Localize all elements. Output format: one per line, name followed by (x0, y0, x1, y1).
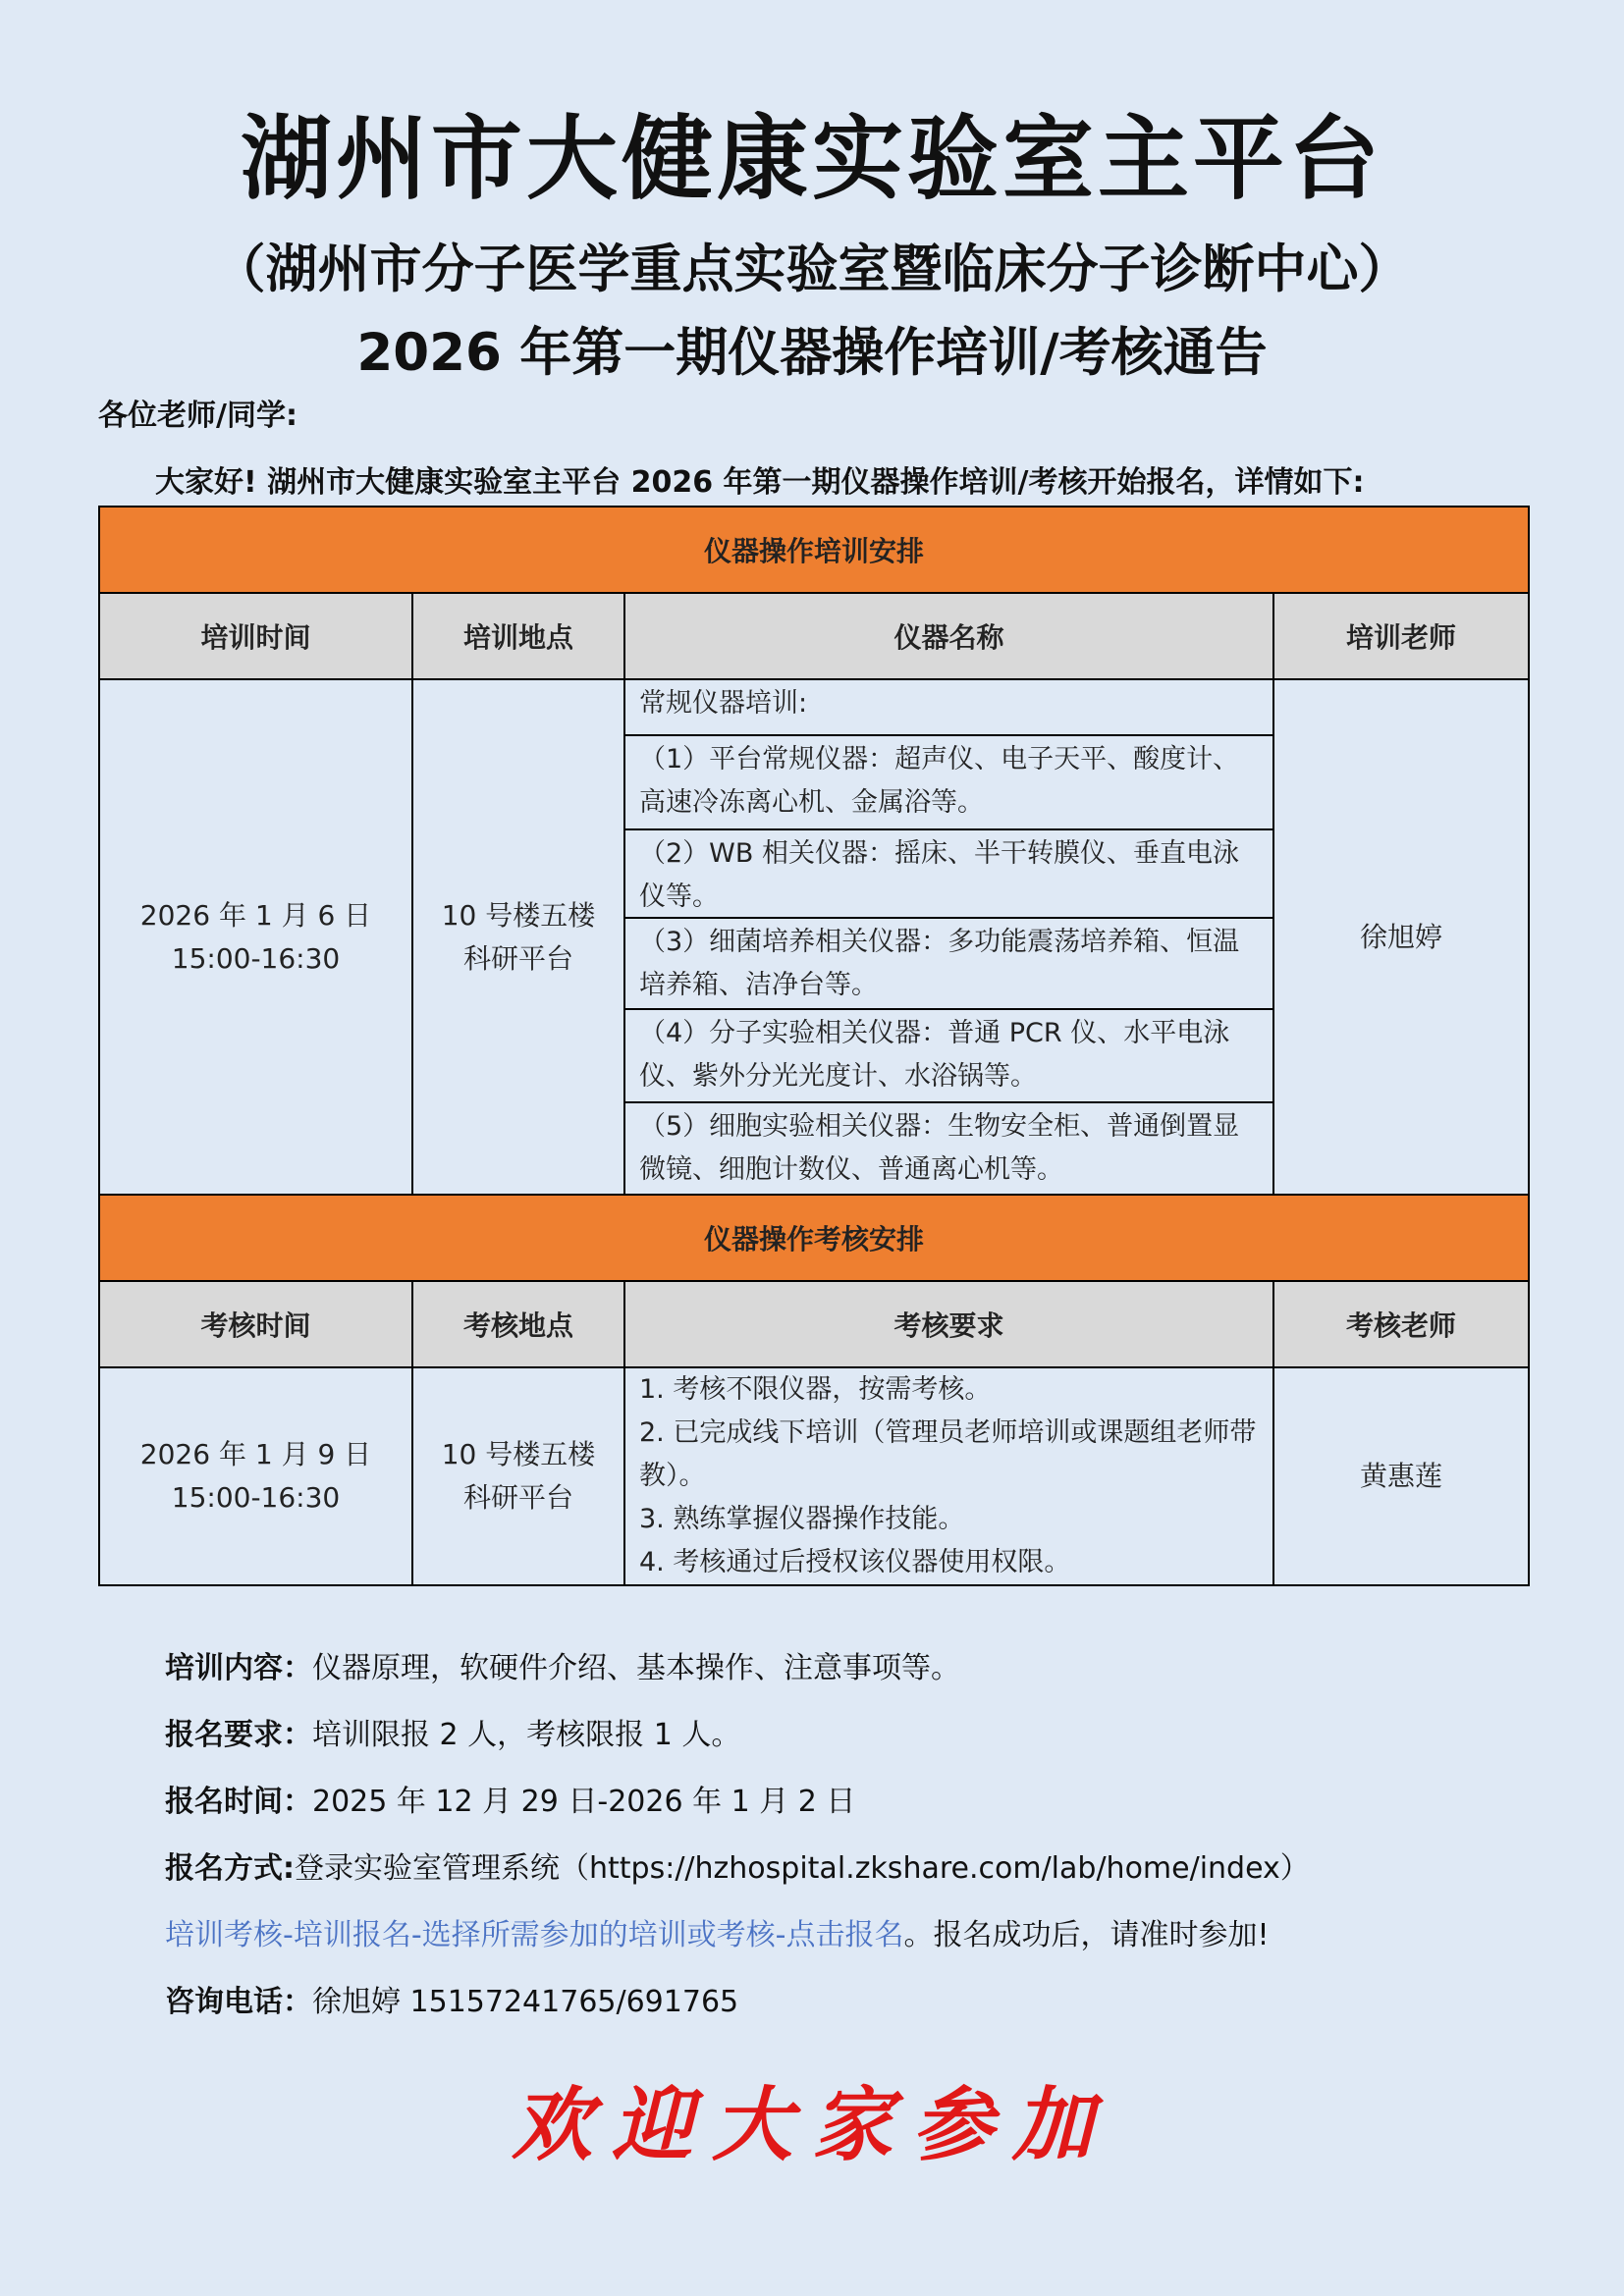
device-group-3: （3）细菌培养相关仪器：多功能震荡培养箱、恒温培养箱、洁净台等。 (625, 919, 1272, 1010)
device-list-heading: 常规仪器培训: (625, 680, 1272, 736)
training-teacher: 徐旭婷 (1273, 679, 1529, 1195)
device-group-2: （2）WB 相关仪器：摇床、半干转膜仪、垂直电泳仪等。 (625, 830, 1272, 919)
main-title: 湖州市大健康实验室主平台 (241, 106, 1383, 212)
header-exam-time: 考核时间 (99, 1281, 412, 1367)
header-exam-requirements: 考核要求 (624, 1281, 1273, 1367)
training-date: 2026 年 1 月 6 日 (139, 898, 372, 932)
info-label: 报名要求： (165, 1718, 312, 1752)
header-training-location: 培训地点 (412, 593, 624, 679)
exam-requirement-item: 4. 考核通过后授权该仪器使用权限。 (639, 1547, 1071, 1577)
header-exam-location: 考核地点 (412, 1281, 624, 1367)
info-label: 咨询电话： (165, 1985, 312, 2019)
info-label: 培训内容： (165, 1651, 312, 1685)
exam-location-cell (412, 1367, 624, 1585)
greeting: 各位老师/同学: (98, 399, 298, 433)
info-value: 2025 年 12 月 29 日-2026 年 1 月 2 日 (312, 1785, 856, 1819)
registration-path-link[interactable]: 培训考核-培训报名-选择所需参加的培训或考核-点击报名 (165, 1918, 904, 1952)
exam-hours: 15:00-16:30 (171, 1481, 341, 1514)
exam-requirements-cell (624, 1367, 1273, 1585)
device-group-5: （5）细胞实验相关仪器：生物安全柜、普通倒置显微镜、细胞计数仪、普通离心机等。 (639, 1111, 1240, 1185)
exam-date: 2026 年 1 月 9 日 (139, 1438, 372, 1470)
info-registration-requirement (165, 1716, 740, 1755)
exam-location-line2: 科研平台 (462, 1481, 573, 1514)
device-list-cell (624, 679, 1273, 1195)
exam-section-title: 仪器操作考核安排 (99, 1195, 1529, 1281)
exam-requirement-item: 3. 熟练掌握仪器操作技能。 (639, 1504, 965, 1534)
info-registration-method (165, 1849, 1310, 1889)
training-hours: 15:00-16:30 (171, 941, 341, 975)
notice-title: 2026 年第一期仪器操作培训/考核通告 (356, 323, 1268, 383)
device-group-1: （1）平台常规仪器：超声仪、电子天平、酸度计、高速冷冻离心机、金属浴等。 (625, 736, 1272, 830)
info-contact-phone (165, 1983, 738, 2022)
intro-text: 大家好! 湖州市大健康实验室主平台 2026 年第一期仪器操作培训/考核开始报名，详情如下: (155, 465, 1365, 500)
exam-time-cell (99, 1367, 412, 1585)
info-value: 。报名成功后，请准时参加! (903, 1918, 1270, 1952)
schedule-table (98, 506, 1530, 1586)
header-exam-teacher: 考核老师 (1273, 1281, 1529, 1367)
exam-teacher: 黄惠莲 (1273, 1367, 1529, 1585)
info-label: 报名方式: (165, 1851, 295, 1886)
info-value: 徐旭婷 15157241765/691765 (312, 1985, 739, 2019)
subtitle: （湖州市分子医学重点实验室暨临床分子诊断中心） (213, 240, 1411, 299)
info-value: 培训限报 2 人，考核限报 1 人。 (312, 1718, 741, 1752)
info-label: 报名时间： (165, 1785, 312, 1819)
header-device-name: 仪器名称 (624, 593, 1273, 679)
header-training-teacher: 培训老师 (1273, 593, 1529, 679)
info-registration-path (165, 1916, 1270, 1955)
device-group-4: （4）分子实验相关仪器：普通 PCR 仪、水平电泳仪、紫外分光光度计、水浴锅等。 (625, 1010, 1272, 1103)
info-training-content (165, 1649, 960, 1688)
training-location-line2: 科研平台 (462, 941, 573, 975)
training-time-cell (99, 679, 412, 1195)
exam-requirement-item: 2. 已完成线下培训（管理员老师培训或课题组老师带教）。 (639, 1417, 1257, 1491)
registration-url[interactable]: 登录实验室管理系统（https://hzhospital.zkshare.com/lab/home/index） (295, 1851, 1310, 1886)
welcome-banner: 欢迎大家参加 (512, 2078, 1112, 2172)
training-location-line1: 10 号楼五楼 (441, 898, 596, 932)
training-location-cell (412, 679, 624, 1195)
exam-requirement-item: 1. 考核不限仪器，按需考核。 (639, 1374, 992, 1405)
exam-location-line1: 10 号楼五楼 (441, 1438, 596, 1470)
info-registration-time (165, 1783, 855, 1822)
info-value: 仪器原理，软硬件介绍、基本操作、注意事项等。 (312, 1651, 960, 1685)
header-training-time: 培训时间 (99, 593, 412, 679)
training-section-title: 仪器操作培训安排 (99, 507, 1529, 593)
